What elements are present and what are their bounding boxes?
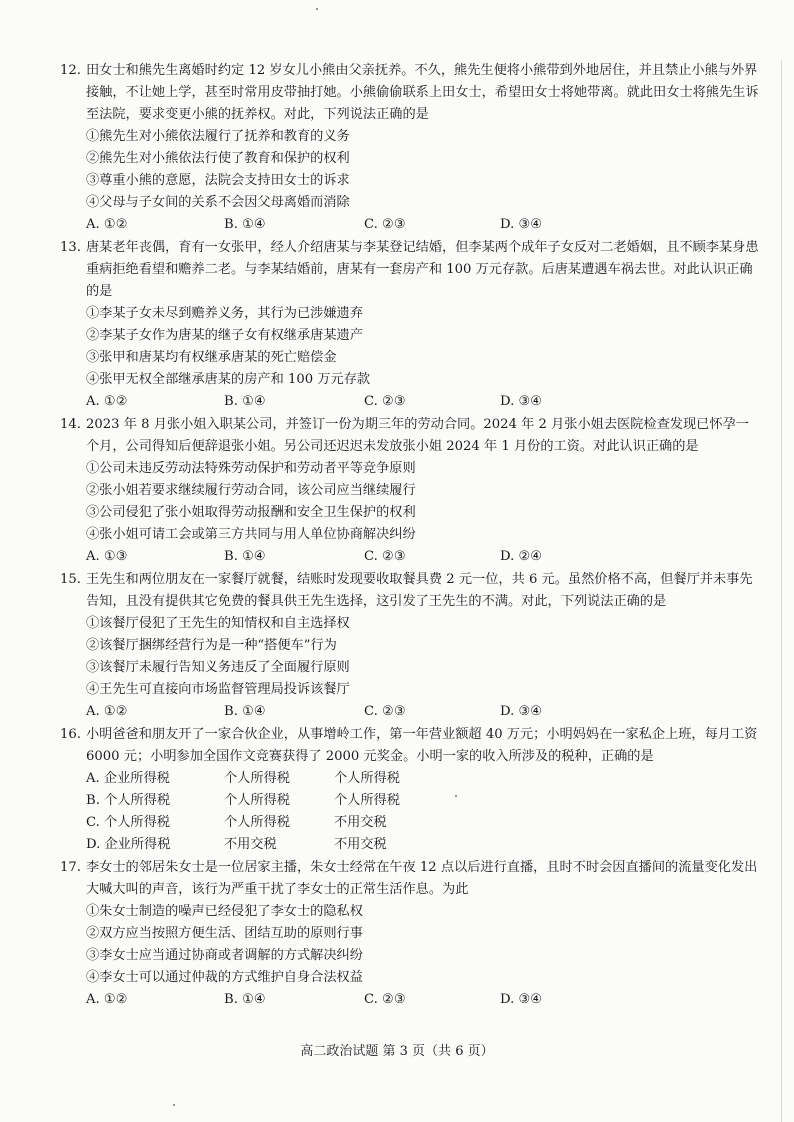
answer-choices <box>60 214 760 236</box>
answer-c[interactable]: C. ②③ <box>364 704 406 719</box>
tax-cell: C. 个人所得税 <box>86 815 170 830</box>
option: ①李某子女未尽到赡养义务，其行为已涉嫌遗弃 <box>86 306 363 321</box>
option: ①朱女士制造的噪声已经侵犯了李女士的隐私权 <box>86 904 363 919</box>
scan-speck <box>173 1104 175 1106</box>
answer-a[interactable]: A. ①② <box>86 217 128 232</box>
question-stem: 2023 年 8 月张小姐入职某公司，并签订一份为期三年的劳动合同。2024 年 2 月张小姐去医院检查发现已怀孕一个月，公司得知后便辞退张小姐。另公司还迟迟未发放张小姐 2024 年 1 月份的工资。对此认识正确的是 <box>86 417 749 454</box>
tax-cell: 不用交税 <box>334 815 387 830</box>
question-number: 14. <box>60 417 81 432</box>
answer-d[interactable]: D. ③④ <box>500 217 543 232</box>
tax-cell: A. 企业所得税 <box>86 771 170 786</box>
question-14 <box>60 414 760 568</box>
option: ①该餐厅侵犯了王先生的知情权和自主选择权 <box>86 616 350 631</box>
tax-choice-row[interactable] <box>60 812 760 834</box>
question-16 <box>60 724 760 856</box>
answer-a[interactable]: A. ①③ <box>86 549 128 564</box>
answer-d[interactable]: D. ③④ <box>500 394 543 409</box>
question-stem: 小明爸爸和朋友开了一家合伙企业，从事增岭工作，第一年营业额超 40 万元；小明妈妈在一家私企上班，每月工资 6000 元；小明参加全国作文竞赛获得了 2000 元奖金。小明一家的收入所涉及的税种，正确的是 <box>86 727 758 764</box>
answer-b[interactable]: B. ①④ <box>224 394 266 409</box>
question-stem: 唐某老年丧偶，育有一女张甲，经人介绍唐某与李某登记结婚，但李某两个成年子女反对二老婚姻，且不顾李某身患重病拒绝看望和赡养二老。与李某结婚前，唐某有一套房产和 100 万元存款。后唐某遭遇车祸去世。对此认识正确的是 <box>86 240 759 299</box>
question-stem: 李女士的邻居朱女士是一位居家主播，朱女士经常在午夜 12 点以后进行直播，且时不时会因直播间的流量变化发出大喊大叫的声音，该行为严重干扰了李女士的正常生活作息。为此 <box>86 860 758 897</box>
question-stem: 田女士和熊先生离婚时约定 12 岁女儿小熊由父亲抚养。不久，熊先生便将小熊带到外地居住，并且禁止小熊与外界接触，不让她上学，甚至时常用皮带抽打她。小熊偷偷联系上田女士，希望田女士将她带离。就此田女士将熊先生诉至法院，要求变更小熊的抚养权。对此，下列说法正确的是 <box>86 63 759 122</box>
tax-choice-row[interactable] <box>60 768 760 790</box>
question-number: 13. <box>60 240 81 255</box>
answer-d[interactable]: D. ③④ <box>500 704 543 719</box>
option: ④张小姐可请工会或第三方共同与用人单位协商解决纠纷 <box>86 527 416 542</box>
option: ④张甲无权全部继承唐某的房产和 100 万元存款 <box>86 372 371 387</box>
option: ③该餐厅未履行告知义务违反了全面履行原则 <box>86 660 350 675</box>
answer-b[interactable]: B. ①④ <box>224 992 266 1007</box>
tax-cell: 不用交税 <box>334 837 387 852</box>
option: ④王先生可直接向市场监督管理局投诉该餐厅 <box>86 682 350 697</box>
answer-c[interactable]: C. ②③ <box>364 992 406 1007</box>
answer-b[interactable]: B. ①④ <box>224 549 266 564</box>
tax-cell: D. 企业所得税 <box>86 837 171 852</box>
tax-cell: 个人所得税 <box>334 793 400 808</box>
answer-c[interactable]: C. ②③ <box>364 549 406 564</box>
answer-choices <box>60 989 760 1011</box>
answer-c[interactable]: C. ②③ <box>364 217 406 232</box>
question-13 <box>60 237 760 413</box>
option: ②张小姐若要求继续履行劳动合同，该公司应当继续履行 <box>86 483 416 498</box>
page-footer: 高二政治试题 第 3 页（共 6 页） <box>300 1044 494 1059</box>
option: ②熊先生对小熊依法行使了教育和保护的权利 <box>86 151 350 166</box>
answer-a[interactable]: A. ①② <box>86 992 128 1007</box>
tax-cell: 个人所得税 <box>224 815 290 830</box>
option: ②李某子女作为唐某的继子女有权继承唐某遗产 <box>86 328 363 343</box>
answer-choices <box>60 701 760 723</box>
answer-choices <box>60 546 760 568</box>
option: ②该餐厅捆绑经营行为是一种“搭便车”行为 <box>86 638 337 653</box>
tax-cell: 个人所得税 <box>224 793 290 808</box>
option: ④李女士可以通过仲裁的方式维护自身合法权益 <box>86 970 363 985</box>
exam-page <box>60 60 760 1012</box>
option: ①熊先生对小熊依法履行了抚养和教育的义务 <box>86 129 350 144</box>
answer-a[interactable]: A. ①② <box>86 704 128 719</box>
option: ③李女士应当通过协商或者调解的方式解决纠纷 <box>86 948 363 963</box>
option: ③张甲和唐某均有权继承唐某的死亡赔偿金 <box>86 350 337 365</box>
scan-edge-line <box>781 60 782 1122</box>
answer-b[interactable]: B. ①④ <box>224 704 266 719</box>
question-number: 12. <box>60 63 81 78</box>
tax-choice-row[interactable] <box>60 790 760 812</box>
answer-b[interactable]: B. ①④ <box>224 217 266 232</box>
option: ④父母与子女间的关系不会因父母离婚而消除 <box>86 195 350 210</box>
tax-choice-row[interactable] <box>60 834 760 856</box>
answer-a[interactable]: A. ①② <box>86 394 128 409</box>
answer-c[interactable]: C. ②③ <box>364 394 406 409</box>
question-number: 15. <box>60 572 81 587</box>
question-15 <box>60 569 760 723</box>
question-number: 16. <box>60 727 81 742</box>
answer-d[interactable]: D. ②④ <box>500 549 543 564</box>
answer-choices <box>60 391 760 413</box>
scan-speck <box>316 8 318 10</box>
question-17 <box>60 857 760 1011</box>
question-number: 17. <box>60 860 81 875</box>
tax-cell: B. 个人所得税 <box>86 793 171 808</box>
question-stem: 王先生和两位朋友在一家餐厅就餐，结账时发现要收取餐具费 2 元一位，共 6 元。虽然价格不高，但餐厅并未事先告知，且没有提供其它免费的餐具供王先生选择，这引发了王先生的不满。对此，下列说法正确的是 <box>86 572 753 609</box>
option: ②双方应当按照方便生活、团结互助的原则行事 <box>86 926 363 941</box>
option: ①公司未违反劳动法特殊劳动保护和劳动者平等竞争原则 <box>86 461 416 476</box>
option: ③公司侵犯了张小姐取得劳动报酬和安全卫生保护的权利 <box>86 505 416 520</box>
tax-cell: 不用交税 <box>224 837 277 852</box>
option: ③尊重小熊的意愿，法院会支持田女士的诉求 <box>86 173 350 188</box>
answer-d[interactable]: D. ③④ <box>500 992 543 1007</box>
tax-cell: 个人所得税 <box>334 771 400 786</box>
tax-cell: 个人所得税 <box>224 771 290 786</box>
question-12 <box>60 60 760 236</box>
